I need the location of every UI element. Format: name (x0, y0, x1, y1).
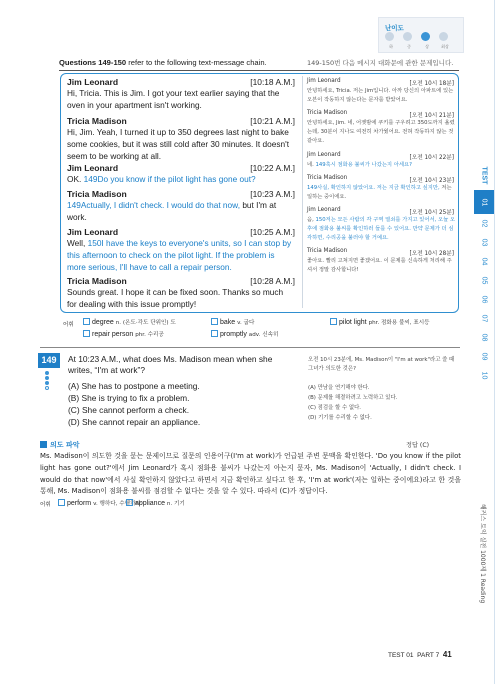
difficulty-dot (45, 376, 49, 380)
difficulty-dot (45, 386, 49, 390)
explanation-text: Ms. Madison이 의도한 것을 묻는 문제이므로 질문의 인용어구(I'm at work)가 언급된 주변 문맥을 확인한다. 'Do you know if the pilot light has gone out?'에서 Jim Leonard가 혹시 점화용 불씨가 나갔는지 아는지 묻자, Ms. Madison이 'Actually, I didn't check. I would do that now'에서 사실 확인하지 않았다고 하면서 지금 확인하고 싶다고 한 후, 'I'm at work'(저는 일하는 중이에요)라고 한 것을 통해, Ms. Madison이 점화용 불씨를 점검할 수 없다는 것을 알 수 있다. 따라서 (C)가 정답이다. (40, 452, 461, 496)
difficulty-dot (45, 381, 49, 385)
footer-test: TEST 01 (388, 652, 414, 659)
kr-sender-name: Jim Leonard (307, 152, 341, 158)
message-text (67, 127, 295, 162)
difficulty-dot (403, 32, 412, 41)
tab-test-05[interactable] (474, 271, 494, 290)
question-text: At 10:23 A.M., what does Ms. Madison mean when she writes, “I'm at work”? (68, 354, 273, 376)
question-header-rest: refer to the following text-message chain. (126, 58, 267, 67)
message-text (67, 88, 295, 112)
highlighted-text: 150I have the keys to everyone's units, so I can stop by this afternoon to check on the pilot light. If the problem is more serious, I'll have to call a repair person. (67, 238, 292, 272)
message-text-part: OK. (67, 174, 84, 184)
tab-label: 08 (480, 333, 488, 342)
vocab-label: 어휘 (63, 322, 74, 328)
side-tabs (474, 160, 494, 385)
vocab-item (83, 318, 176, 326)
kr-message-time: [오전 10시 28분] (409, 251, 454, 257)
difficulty-level: 하 (389, 44, 393, 49)
book-title: 해커스 토익 실전 1000제 1 Reading (479, 503, 487, 603)
choice-korean: (D) 기기를 수리할 수 없다. (308, 415, 372, 421)
difficulty-level-labels (385, 44, 451, 50)
tab-label: 07 (480, 314, 488, 323)
vocab-meaning: n. (온도·각도 단위인) 도 (115, 320, 176, 326)
checkbox-icon (83, 330, 90, 337)
highlighted-text: 150저는 모든 사람의 각 구역 열쇠를 가지고 있어서, 오늘 오후에 점화용 불씨를 확인하러 들를 수 있어요. 만약 문제가 더 심각하면, 수리공을 불러야 할 거예요. (307, 217, 456, 241)
vocab-item (211, 318, 254, 326)
answer-choice: (D) She cannot repair an appliance. (68, 417, 201, 427)
choice-korean: (A) 만남을 연기해야 한다. (308, 385, 370, 391)
kr-message-text (307, 184, 455, 202)
message-time: [10:23 A.M.] (250, 189, 295, 199)
kr-message-time: [오전 10시 25분] (409, 210, 454, 216)
explanation-title: 의도 파악 (50, 441, 80, 449)
vocab-meaning: adv. 신속히 (248, 332, 279, 338)
highlighted-text: 149Actually, I didn't check. I would do that now, (67, 200, 241, 210)
tab-test-06[interactable] (474, 290, 494, 309)
difficulty-level: 상 (425, 44, 429, 49)
message-text-part: 안녕하세요, Jim. 네, 어젯밤에 쿠키를 구우려고 350도까지 올렸는데, 30분이 지나도 여전히 차가웠어요. 전혀 작동하지 않는 것 같아요. (307, 120, 455, 144)
message-text-part: but I'm at work. (67, 200, 277, 222)
kr-message-time: [오전 10시 22분] (409, 155, 454, 161)
sender-name: Tricia Madison (67, 116, 127, 126)
message-text (67, 287, 295, 311)
message-text-part: 음, (307, 217, 316, 223)
tab-label: 01 (480, 198, 488, 206)
tab-test-02[interactable] (474, 214, 494, 233)
message-time: [10:18 A.M.] (250, 77, 295, 87)
kr-message-time: [오전 10시 21분] (409, 113, 454, 119)
message-text-part: 네. (307, 162, 316, 168)
kr-sender-name: Jim Leonard (307, 207, 341, 213)
message-text-part: 좋아요. 빨리 고쳐지면 좋겠어요. 이 문제를 신속하게 처리해 주셔서 정말 감사합니다! (307, 258, 452, 273)
tab-test-09[interactable] (474, 347, 494, 366)
tab-test-03[interactable] (474, 233, 494, 252)
explanation-icon (40, 441, 47, 448)
kr-message-text (307, 216, 455, 243)
vocab-label: 어휘 (40, 502, 51, 508)
correct-answer: 정답 (C) (406, 442, 430, 449)
message-text (67, 174, 295, 186)
page-footer (388, 650, 452, 659)
kr-sender-name: Tricia Madison (307, 175, 348, 181)
vocab-meaning: v. 행하다, 수행하다 (93, 501, 141, 507)
vocab-word: pilot light (339, 319, 369, 326)
difficulty-level: 최상 (441, 44, 449, 49)
sender-name: Jim Leonard (67, 77, 119, 87)
message-time: [10:22 A.M.] (250, 163, 295, 173)
question-header (59, 58, 267, 67)
question-header-korean: 149-150번 다음 메시지 대화문에 관한 문제입니다. (307, 59, 454, 67)
message-text-part: 안녕하세요, Tricia. 저는 Jim입니다. 아까 당신의 아파트에 있는 오븐이 작동하지 않는다는 문자를 받았어요. (307, 88, 454, 103)
kr-sender-name: Jim Leonard (307, 78, 341, 84)
divider (59, 70, 459, 71)
message-time: [10:21 A.M.] (250, 116, 295, 126)
checkbox-icon (211, 318, 218, 325)
divider (40, 347, 460, 348)
kr-message-text (307, 161, 455, 170)
message-text-part: 저는 일하는 중이에요. (307, 185, 452, 200)
vocab-item (211, 330, 278, 338)
vocab-meaning: phr. 수리공 (135, 332, 164, 338)
choice-korean: (B) 문제를 해결하려고 노력하고 있다. (308, 395, 398, 401)
vocab-item (330, 318, 430, 326)
question-number: 149 (38, 353, 60, 368)
tab-test-10[interactable] (474, 366, 494, 385)
vocab-item (83, 330, 164, 338)
sender-name: Tricia Madison (67, 189, 127, 199)
message-text-part: Hi, Tricia. This is Jim. I got your text earlier saying that the oven in your apartment isn't working. (67, 88, 280, 110)
vocab-word: perform (67, 500, 94, 507)
tab-label: 03 (480, 238, 488, 247)
page-number: 41 (442, 650, 452, 659)
difficulty-dot (439, 32, 448, 41)
vocab-meaning: v. 굽다 (237, 320, 255, 326)
checkbox-icon (330, 318, 337, 325)
footer-part: PART 7 (417, 652, 440, 659)
message-text-part: Well, (67, 238, 88, 248)
sender-name: Jim Leonard (67, 227, 119, 237)
answer-choice: (C) She cannot perform a check. (68, 405, 190, 415)
kr-message-text (307, 257, 455, 275)
choice-korean: (C) 점검을 할 수 없다. (308, 405, 361, 411)
vocab-word: appliance (135, 500, 167, 507)
kr-message-time: [오전 10시 23분] (409, 178, 454, 184)
checkbox-icon (211, 330, 218, 337)
sender-name: Jim Leonard (67, 163, 119, 173)
checkbox-icon (126, 499, 133, 506)
kr-message-text (307, 87, 455, 105)
message-time: [10:25 A.M.] (250, 227, 295, 237)
tab-label: 05 (480, 276, 488, 285)
kr-sender-name: Tricia Madison (307, 248, 348, 254)
message-text (67, 200, 295, 224)
difficulty-indicator (378, 17, 464, 53)
difficulty-dot (385, 32, 394, 41)
tab-test-01[interactable] (474, 190, 494, 214)
vocab-word: bake (220, 319, 238, 326)
message-text (67, 238, 295, 273)
kr-sender-name: Tricia Madison (307, 110, 348, 116)
difficulty-level: 중 (407, 44, 411, 49)
kr-message-time: [오전 10시 18분] (409, 81, 454, 87)
kr-message-text (307, 119, 455, 146)
question-korean: 오전 10시 23분에, Ms. Madison이 "I'm at work"라고 쓸 때 그녀가 의도한 것은? (308, 357, 455, 372)
highlighted-text: 149사실, 확인하지 않았어요. 저는 지금 확인하고 싶지만, (307, 185, 440, 191)
question-difficulty-dots (45, 371, 49, 390)
book-title-vertical (470, 478, 498, 628)
message-text-part: Hi, Jim. Yeah, I turned it up to 350 degrees last night to bake some cookies, but it was still cold after 30 minutes. It doesn't seem to be working at all. (67, 127, 290, 161)
message-time: [10:28 A.M.] (250, 276, 295, 286)
highlighted-text: 149혹시 점화용 불씨가 나갔는지 아세요? (315, 162, 412, 168)
difficulty-dot (45, 371, 49, 375)
vocab-word: degree (92, 319, 116, 326)
checkbox-icon (83, 318, 90, 325)
tab-label: 10 (480, 371, 488, 380)
difficulty-dots (385, 32, 448, 41)
vocab-word: repair person (92, 331, 136, 338)
vocab-word: promptly (220, 331, 249, 338)
sender-name: Tricia Madison (67, 276, 127, 286)
difficulty-label: 난이도 (385, 24, 404, 32)
question-range: Questions 149-150 (59, 58, 127, 67)
tab-test-08[interactable] (474, 328, 494, 347)
message-text-part: Sounds great. I hope it can be fixed soon. Thanks so much for dealing with this issue promptly! (67, 287, 284, 309)
vocab-meaning: n. 기기 (166, 501, 185, 507)
vocab-meaning: phr. 점화용 불씨, 표시등 (368, 320, 430, 326)
answer-choice: (B) She is trying to fix a problem. (68, 393, 190, 403)
checkbox-icon (58, 499, 65, 506)
tab-label: 09 (480, 352, 488, 361)
tab-label: 06 (480, 295, 488, 304)
translation-divider (302, 76, 303, 308)
tab-label: 04 (480, 257, 488, 266)
vocab-item (126, 499, 185, 507)
difficulty-dot (421, 32, 430, 41)
tab-test-07[interactable] (474, 309, 494, 328)
tab-test-04[interactable] (474, 252, 494, 271)
tab-label: 02 (480, 219, 488, 228)
highlighted-text: 149Do you know if the pilot light has gone out? (83, 174, 256, 184)
tab-test-text: TEST (480, 166, 488, 184)
tab-test-label (474, 160, 494, 190)
answer-choice: (A) She has to postpone a meeting. (68, 381, 200, 391)
